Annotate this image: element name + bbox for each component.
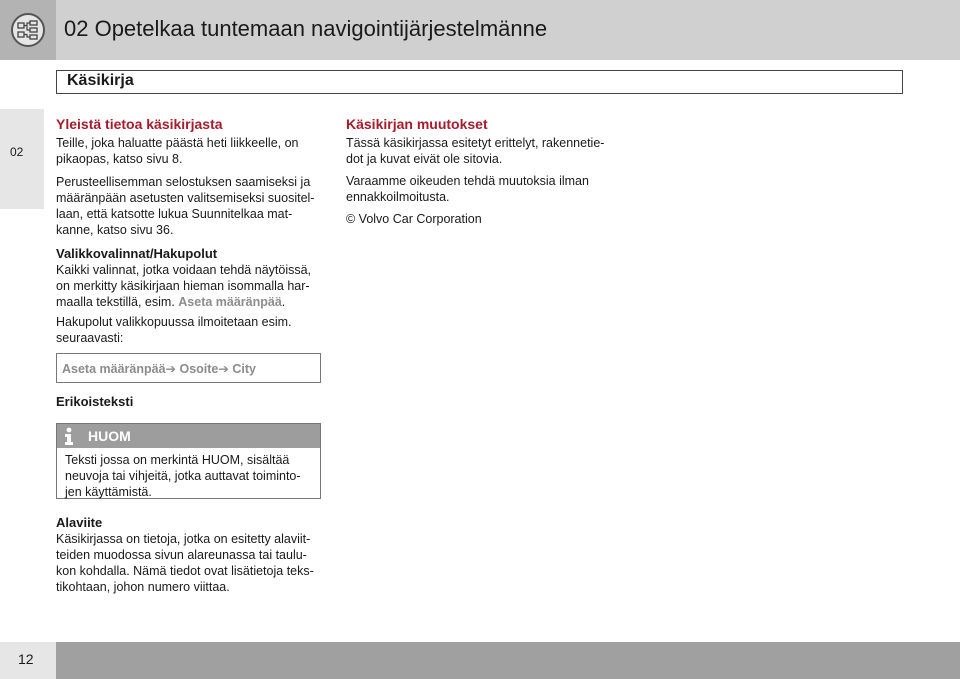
section-title-box [56, 70, 903, 94]
text-line: Teille, joka haluatte päästä heti liikkeelle, on [56, 136, 299, 150]
general-info-heading: Yleistä tietoa käsikirjasta [56, 116, 223, 132]
text-line: Tässä käsikirjassa esitetyt erittelyt, rakennetie- [346, 136, 605, 150]
chapter-side-tab-label: 02 [10, 145, 24, 159]
menu-selections-heading: Valikkovalinnat/Hakupolut [56, 246, 218, 261]
page-number-box [0, 642, 56, 679]
text-line: määränpään asetusten valitsemiseksi suositel- [56, 191, 315, 205]
note-label: HUOM [88, 428, 131, 444]
special-text-heading: Erikoisteksti [56, 394, 134, 409]
sitemap-icon [11, 13, 45, 47]
text-line: Varaamme oikeuden tehdä muutoksia ilman [346, 174, 589, 188]
note-header [57, 424, 320, 448]
text-line: dot ja kuvat eivät ole sitovia. [346, 152, 503, 166]
manual-changes-paragraph-1 [346, 135, 626, 167]
text-line: kon kohdalla. Nämä tiedot ovat lisätietoja teks- [56, 564, 314, 578]
text-line: on merkitty käsikirjaan hieman isommalla har- [56, 279, 310, 293]
footnote-paragraph [56, 531, 331, 595]
text-line: pikaopas, katso sivu 8. [56, 152, 183, 166]
footer-bar [56, 642, 960, 679]
note-box [56, 423, 321, 499]
text-line: Perusteellisemman selostuksen saamiseksi ja [56, 175, 311, 189]
text-line: laan, että katsotte lukua Suunnitelkaa mat- [56, 207, 293, 221]
chapter-side-tab [0, 109, 44, 209]
header-icon-box [0, 0, 56, 60]
text-line: kanne, katso sivu 36. [56, 223, 174, 237]
general-info-paragraph-1 [56, 135, 326, 167]
text-span: . [281, 295, 286, 309]
text-line: teiden muodossa sivun alareunassa tai taulu- [56, 548, 307, 562]
text-line: Käsikirjassa on tietoja, jotka on esitetty alaviit- [56, 532, 311, 546]
menu-selections-paragraph-1 [56, 262, 331, 310]
text-line: Kaikki valinnat, jotka voidaan tehdä näytöissä, [56, 263, 312, 277]
text-line: seuraavasti: [56, 331, 124, 345]
info-icon [58, 424, 80, 448]
copyright-text: © Volvo Car Corporation [346, 212, 482, 226]
footnote-heading: Alaviite [56, 515, 103, 530]
text-line: Hakupolut valikkopuussa ilmoitetaan esim. [56, 315, 292, 329]
text-line: ennakkoilmoitusta. [346, 190, 450, 204]
text-line: jen käyttämistä. [65, 485, 152, 499]
manual-changes-heading: Käsikirjan muutokset [346, 116, 488, 132]
menu-selections-paragraph-2 [56, 314, 331, 346]
page-number: 12 [18, 651, 34, 667]
chapter-title: 02 Opetelkaa tuntemaan navigointijärjestelmänne [64, 16, 548, 41]
section-title: Käsikirja [67, 72, 134, 89]
menu-example-text: Aseta määränpää [178, 295, 282, 309]
text-line: Teksti jossa on merkintä HUOM, sisältää [65, 453, 290, 467]
menu-path-example: Aseta määränpää➔ Osoite➔ City [62, 362, 256, 376]
menu-path-box [56, 353, 321, 383]
note-text [65, 452, 315, 500]
text-span: maalla tekstillä, esim. [56, 295, 179, 309]
text-line [56, 294, 331, 310]
manual-changes-paragraph-2 [346, 173, 626, 205]
text-line: tikohtaan, johon numero viittaa. [56, 580, 230, 594]
general-info-paragraph-2 [56, 174, 326, 238]
text-line: neuvoja tai vihjeitä, jotka auttavat toiminto- [65, 469, 301, 483]
